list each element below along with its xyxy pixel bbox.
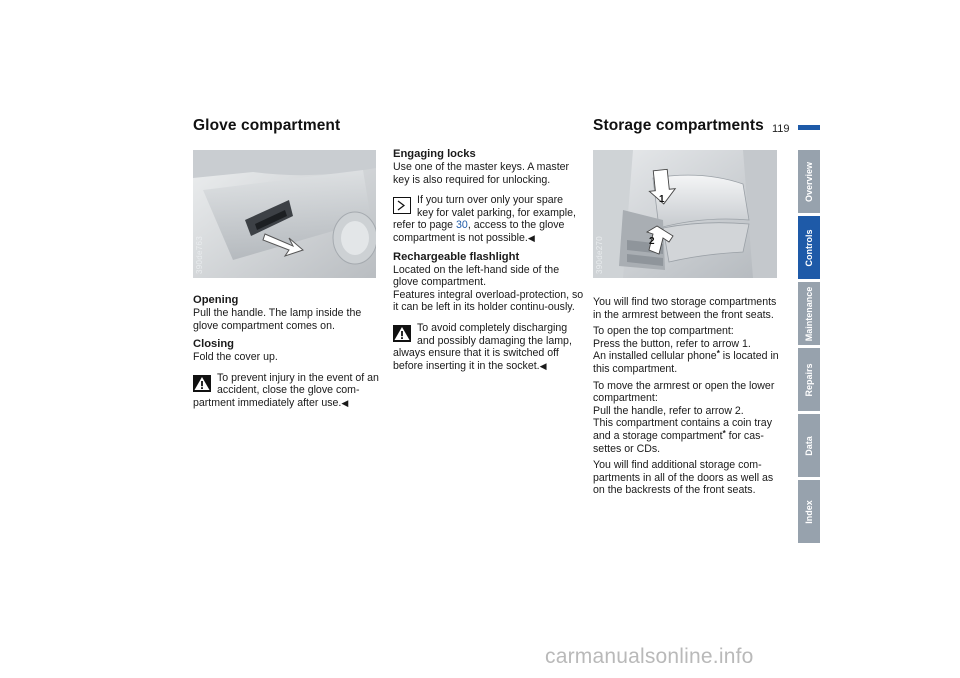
storage-paragraph-3b: Pull the handle, refer to arrow 2.	[593, 404, 744, 417]
warning-rest: partment immediately after use.◀	[193, 396, 349, 409]
end-mark: ◀	[527, 232, 535, 243]
text-engaging-locks: Use one of the master keys. A master key is also required for unlocking.	[393, 161, 570, 186]
tab-label: Controls	[804, 229, 814, 266]
right-column	[593, 296, 785, 497]
text-closing: Fold the cover up.	[193, 351, 278, 364]
text-opening: Pull the handle. The lamp inside the glove compartment comes on.	[193, 307, 362, 332]
note-icon	[393, 197, 411, 214]
storage-paragraph-3c: This compartment contains a coin tray and a storage compartment* for cas-settes or CDs.	[593, 417, 772, 455]
arrow-2-label: 2	[649, 236, 655, 247]
end-mark: ◀	[539, 360, 547, 371]
storage-paragraph-1: You will find two storage compartments in the armrest between the front seats.	[593, 296, 777, 321]
glove-compartment-image	[193, 150, 376, 278]
left-column	[193, 294, 383, 410]
note-rest: refer to page 30, access to the glove compartment is not possible.◀	[393, 219, 565, 244]
flashlight-warning	[393, 322, 585, 372]
warning-icon	[193, 375, 211, 392]
warning-line-2: and possibly damaging the lamp,	[417, 334, 572, 347]
warning-line-1: To avoid completely discharging	[417, 321, 568, 334]
page-link-30[interactable]: 30	[456, 219, 468, 232]
warning-line-2: accident, close the glove com-	[217, 384, 360, 397]
warning-rest: always ensure that it is switched off before inserting it in the socket.◀	[393, 347, 559, 372]
page-marker-bar	[798, 125, 820, 130]
note-line-1: If you turn over only your spare	[417, 194, 564, 207]
heading-engaging-locks: Engaging locks	[393, 148, 476, 160]
note-line-2: key for valet parking, for example,	[417, 206, 576, 219]
tab-label: Overview	[804, 161, 814, 202]
section-title-storage-compartments: Storage compartments	[593, 117, 764, 134]
heading-opening: Opening	[193, 294, 239, 306]
tab-label: Index	[804, 499, 814, 524]
option-star: *	[722, 428, 726, 438]
tab-index[interactable]	[798, 480, 820, 543]
engaging-note	[393, 194, 585, 244]
image-code: 390de763	[195, 236, 204, 274]
watermark: carmanualsonline.info	[545, 645, 754, 668]
storage-paragraph-2a: To open the top compartment:	[593, 325, 734, 338]
arrow-1-label: 1	[659, 194, 665, 205]
storage-paragraph-2b: Press the button, refer to arrow 1.	[593, 337, 751, 350]
tab-label: Data	[804, 435, 814, 456]
tab-repairs[interactable]	[798, 348, 820, 411]
page-number: 119	[772, 123, 790, 135]
tab-label: Maintenance	[804, 286, 814, 341]
end-mark: ◀	[341, 397, 349, 408]
text-flashlight-1: Located on the left-hand side of the glove compartment.	[393, 263, 560, 289]
heading-closing: Closing	[193, 338, 235, 351]
closing-warning	[193, 372, 383, 410]
glove-compartment-illustration	[193, 150, 376, 278]
heading-rechargeable-flashlight: Rechargeable flashlight	[393, 250, 520, 263]
middle-column	[393, 148, 585, 372]
storage-compartment-image	[593, 150, 777, 278]
storage-paragraph-4: You will find additional storage com-partments in all of the doors as well as on the backrests of the front seats.	[593, 459, 774, 497]
tab-maintenance[interactable]	[798, 282, 820, 345]
tab-data[interactable]	[798, 414, 820, 477]
tab-controls[interactable]	[798, 216, 820, 279]
option-star: *	[716, 349, 720, 359]
image-code: 390de270	[595, 236, 604, 274]
armrest-illustration	[593, 150, 777, 278]
tab-label: Repairs	[804, 362, 814, 397]
text-flashlight-2: Features integral overload-protection, so it can be left in its holder continu-ously.	[393, 288, 584, 314]
section-title-glove-compartment: Glove compartment	[193, 117, 341, 134]
tab-overview[interactable]	[798, 150, 820, 213]
storage-paragraph-3a: To move the armrest or open the lower compartment:	[593, 379, 775, 405]
warning-icon	[393, 325, 411, 342]
storage-paragraph-2c: An installed cellular phone* is located in this compartment.	[593, 349, 779, 375]
warning-line-1: To prevent injury in the event of an	[217, 371, 379, 384]
